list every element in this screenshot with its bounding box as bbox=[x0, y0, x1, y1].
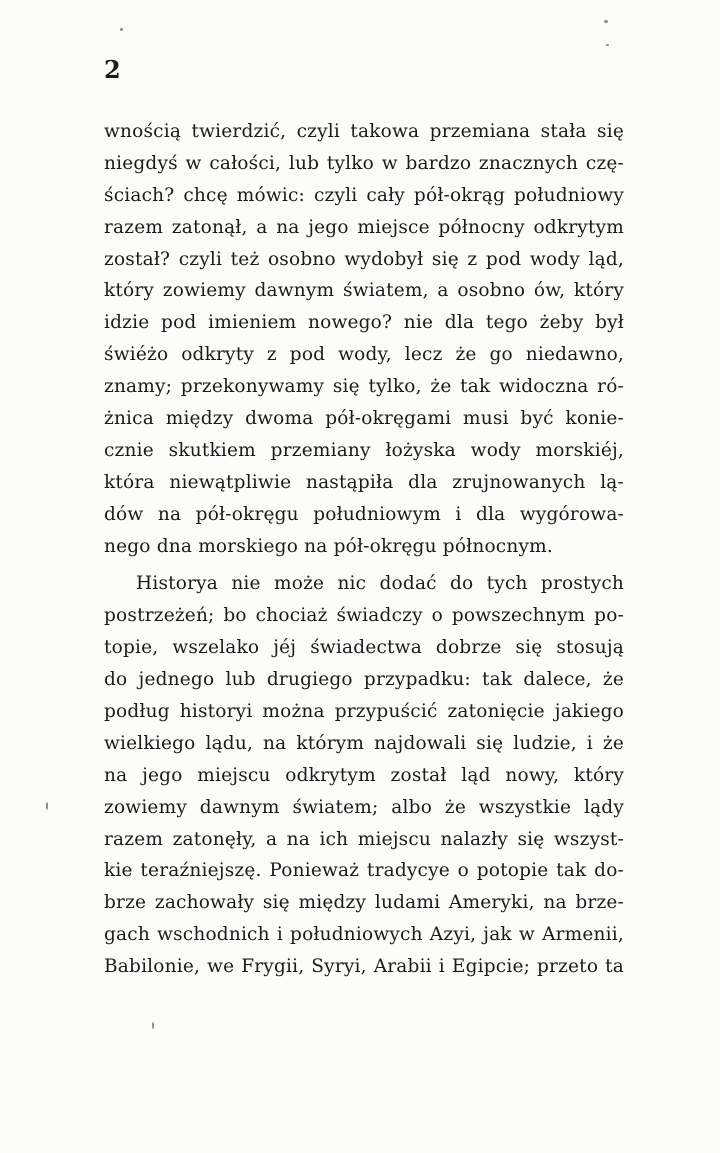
text-line: znamy; przekonywamy się tylko, że tak widoczna ró- bbox=[104, 376, 624, 398]
text-line: cznie skutkiem przemiany łożyska wody morskiéj, bbox=[104, 439, 624, 461]
text-line: razem zatonął, a na jego miejsce północny odkrytym bbox=[104, 216, 624, 238]
body-text bbox=[104, 116, 624, 983]
text-line: wielkiego lądu, na którym najdowali się ludzie, i że bbox=[104, 732, 624, 754]
text-line: razem zatonęły, a na ich miejscu nalazły się wszyst- bbox=[104, 828, 624, 850]
text-line: wnością twierdzić, czyli takowa przemiana stała się bbox=[104, 121, 624, 142]
text-line: świéżo odkryty z pod wody, lecz że go niedawno, bbox=[104, 344, 624, 366]
text-line: niegdyś w całości, lub tylko w bardzo znacznych czę- bbox=[104, 152, 624, 174]
text-line: gach wschodnich i południowych Azyi, jak w Armenii, bbox=[104, 924, 624, 946]
text-line: która niewątpliwie nastąpiła dla zrujnowanych lą- bbox=[104, 471, 624, 493]
text-line: kie teraźniejszę. Ponieważ tradycye o potopie tak do- bbox=[104, 860, 624, 882]
text-line: postrzeżeń; bo chociaż świadczy o powszechnym po- bbox=[104, 605, 624, 627]
paragraph-1 bbox=[104, 116, 624, 562]
page-number: 2 bbox=[104, 55, 121, 84]
text-line: ściach? chcę mówic: czyli cały pół-okrąg południowy bbox=[104, 184, 624, 206]
text-line: Babilonie, we Frygii, Syryi, Arabii i Egipcie; przeto ta bbox=[104, 956, 624, 978]
text-line: do jednego lub drugiego przypadku: tak dalece, że bbox=[104, 669, 624, 691]
text-line: Historya nie może nic dodać do tych prostych bbox=[136, 573, 624, 595]
paragraph-2 bbox=[104, 568, 624, 983]
text-line: podług historyi można przypuścić zatonięcie jakiego bbox=[104, 701, 624, 723]
scan-speck bbox=[152, 1022, 154, 1029]
text-line: na jego miejscu odkrytym został ląd nowy, który bbox=[104, 764, 624, 786]
text-line: żnica między dwoma pół-okręgami musi być konie- bbox=[104, 408, 624, 430]
text-line: zowiemy dawnym światem; albo że wszystkie lądy bbox=[104, 796, 624, 818]
text-line: który zowiemy dawnym światem, a osobno ów, który bbox=[104, 280, 624, 302]
text-line: brze zachowały się między ludami Ameryki, na brze- bbox=[104, 892, 624, 914]
text-line: topie, wszelako jéj świadectwa dobrze się stosują bbox=[104, 637, 624, 659]
scan-speck bbox=[606, 44, 609, 46]
scan-speck bbox=[604, 20, 608, 23]
scan-speck bbox=[120, 28, 123, 31]
text-line: został? czyli też osobno wydobył się z pod wody ląd, bbox=[104, 248, 624, 270]
text-line: nego dna morskiego na pół-okręgu północnym. bbox=[104, 535, 553, 557]
text-line: idzie pod imieniem nowego? nie dla tego żeby był bbox=[104, 312, 624, 334]
scan-speck bbox=[46, 802, 48, 810]
text-line: dów na pół-okręgu południowym i dla wygórowa- bbox=[104, 503, 624, 525]
